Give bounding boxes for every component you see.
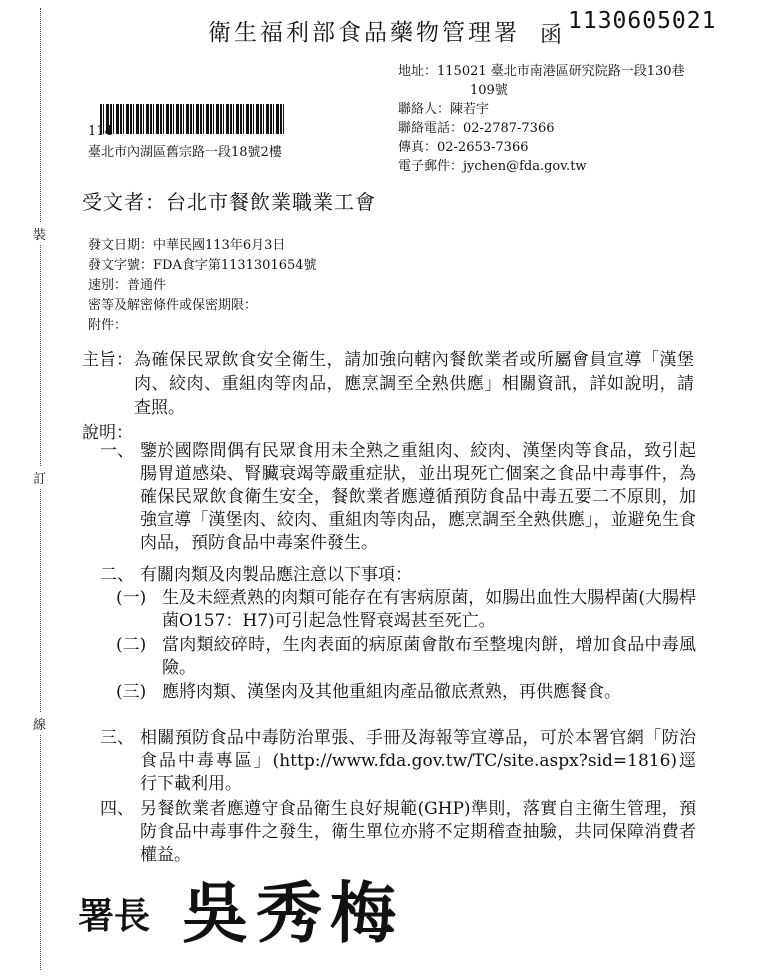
delivery-speed: 速別：普通件 (88, 278, 167, 293)
contact-email: 電子郵件：jychen@fda.gov.tw (398, 159, 587, 174)
binding-line (40, 8, 41, 970)
security-level: 密等及解密條件或保密期限： (88, 298, 258, 313)
sender-address-line1: 地址：115021 臺北市南港區研究院路一段130巷 (398, 64, 685, 79)
item-text: 當肉類絞碎時，生肉表面的病原菌會散布至整塊肉餅，增加食品中毒風險。 (162, 635, 696, 678)
barcode (100, 104, 286, 134)
binding-mark-zhuang: 裝 (33, 222, 46, 245)
contact-phone: 聯絡電話：02-2787-7366 (398, 121, 555, 136)
signature-title: 署長 (78, 895, 151, 937)
signature-name: 吳秀梅 (182, 874, 404, 952)
item-text: 有關肉類及肉製品應注意以下事項： (140, 565, 412, 585)
recipient-zip: 114 (88, 124, 113, 139)
explanation-label: 說明： (82, 423, 133, 443)
item-number: 三、 (100, 728, 134, 748)
issue-date: 發文日期：中華民國113年6月3日 (88, 238, 286, 253)
binding-mark-xian: 線 (33, 712, 46, 735)
item-number: (三) (116, 682, 147, 702)
attachment-line: 附件： (88, 318, 128, 333)
item-text: 鑒於國際間偶有民眾食用未全熟之重組肉、絞肉、漢堡肉等食品，致引起腸胃道感染、腎臟衰竭等嚴重症狀，並出現死亡個案之食品中毒事件，為確保民眾飲食衛生安全，餐飲業者應遵循預防食品中毒五要二不原則，加強宣導「漢堡肉、絞肉、重組肉等肉品，應烹調至全熟供應」，並避免生食肉品，預防食品中毒案件發生。 (140, 441, 696, 553)
document-number: 發文字號：FDA食字第1131301654號 (88, 258, 317, 273)
subject-label: 主旨： (82, 350, 133, 370)
item-text: 另餐飲業者應遵守食品衛生良好規範(GHP)準則，落實自主衛生管理，預防食品中毒事件之發生，衛生單位亦將不定期稽查抽驗，共同保障消費者權益。 (140, 799, 696, 865)
binding-mark-ding: 訂 (33, 466, 46, 489)
document-type: 函 (540, 23, 563, 48)
item-text: 應將肉類、漢堡肉及其他重組肉產品徹底煮熟，再供應餐食。 (162, 682, 621, 702)
document-serial: 1130605021 (568, 8, 717, 34)
item-number: (二) (116, 635, 147, 655)
recipient-address: 臺北市內湖區舊宗路一段18號2樓 (88, 145, 282, 160)
contact-person: 聯絡人：陳若宇 (398, 102, 490, 117)
agency-name: 衛生福利部食品藥物管理署 (208, 20, 520, 46)
director-signature-seal (76, 872, 416, 952)
contact-fax: 傳真：02-2653-7366 (398, 140, 529, 155)
recipient-line: 受文者：台北市餐飲業職業工會 (82, 190, 376, 214)
item-text: 生及未經煮熟的肉類可能存在有害病原菌，如腸出血性大腸桿菌(大腸桿菌O157：H7)可引起急性腎衰竭甚至死亡。 (162, 588, 696, 631)
item-number: (一) (116, 588, 147, 608)
subject-text: 為確保民眾飲食安全衛生，請加強向轄內餐飲業者或所屬會員宣導「漢堡肉、絞肉、重組肉等肉品，應烹調至全熟供應」相關資訊，詳如說明，請查照。 (134, 350, 694, 418)
item-text: 相關預防食品中毒防治單張、手冊及海報等宣導品，可於本署官網「防治食品中毒專區」(http://www.fda.gov.tw/TC/site.aspx?sid=1816)逕行下載利用。 (140, 728, 696, 794)
item-number: 一、 (100, 441, 134, 461)
sender-address-line2: 109號 (470, 83, 508, 98)
item-number: 四、 (100, 799, 134, 819)
item-number: 二、 (100, 565, 134, 585)
